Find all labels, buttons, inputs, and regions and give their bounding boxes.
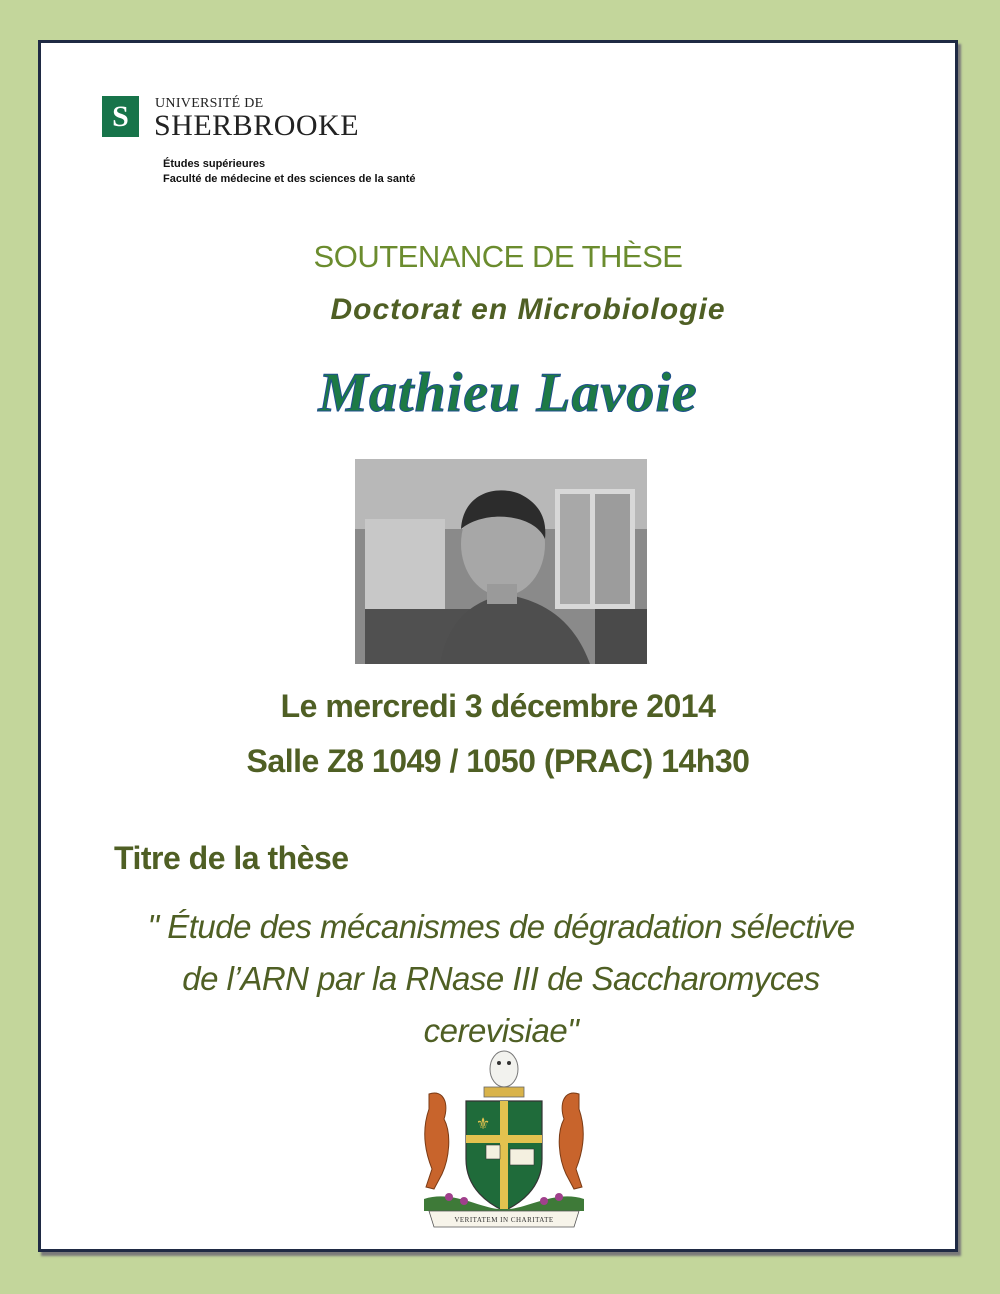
logo-s-icon: S xyxy=(102,96,139,137)
crest-motto: VERITATEM IN CHARITATE xyxy=(454,1216,554,1224)
logo-university-de: UNIVERSITÉ DE xyxy=(155,96,264,111)
coat-of-arms-icon xyxy=(404,1039,604,1239)
thesis-title-line-1: " Étude des mécanismes de dégradation sélective xyxy=(147,908,855,945)
logo-sherbrooke: SHERBROOKE xyxy=(154,109,360,142)
unit-etudes-superieures: Études supérieures xyxy=(163,158,266,170)
svg-text:⚜: ⚜ xyxy=(475,1116,491,1133)
unit-faculte: Faculté de médecine et des sciences de la santé xyxy=(163,173,416,185)
event-room-time: Salle Z8 1049 / 1050 (PRAC) 14h30 xyxy=(246,743,750,779)
poster-page xyxy=(38,40,958,1252)
program-name: Doctorat en Microbiologie xyxy=(330,293,726,326)
university-logo xyxy=(102,96,422,140)
event-date: Le mercredi 3 décembre 2014 xyxy=(280,688,716,724)
candidate-name: Mathieu Lavoie xyxy=(318,362,698,424)
event-heading: SOUTENANCE DE THÈSE xyxy=(313,239,683,274)
thesis-title xyxy=(101,901,901,1057)
thesis-title-line-2: de l’ARN par la RNase III de Saccharomyces xyxy=(182,960,820,997)
thesis-title-label: Titre de la thèse xyxy=(114,840,349,876)
thesis-title-line-3: cerevisiae" xyxy=(423,1012,579,1049)
university-coat-of-arms xyxy=(404,1039,604,1239)
candidate-photo xyxy=(355,459,647,664)
